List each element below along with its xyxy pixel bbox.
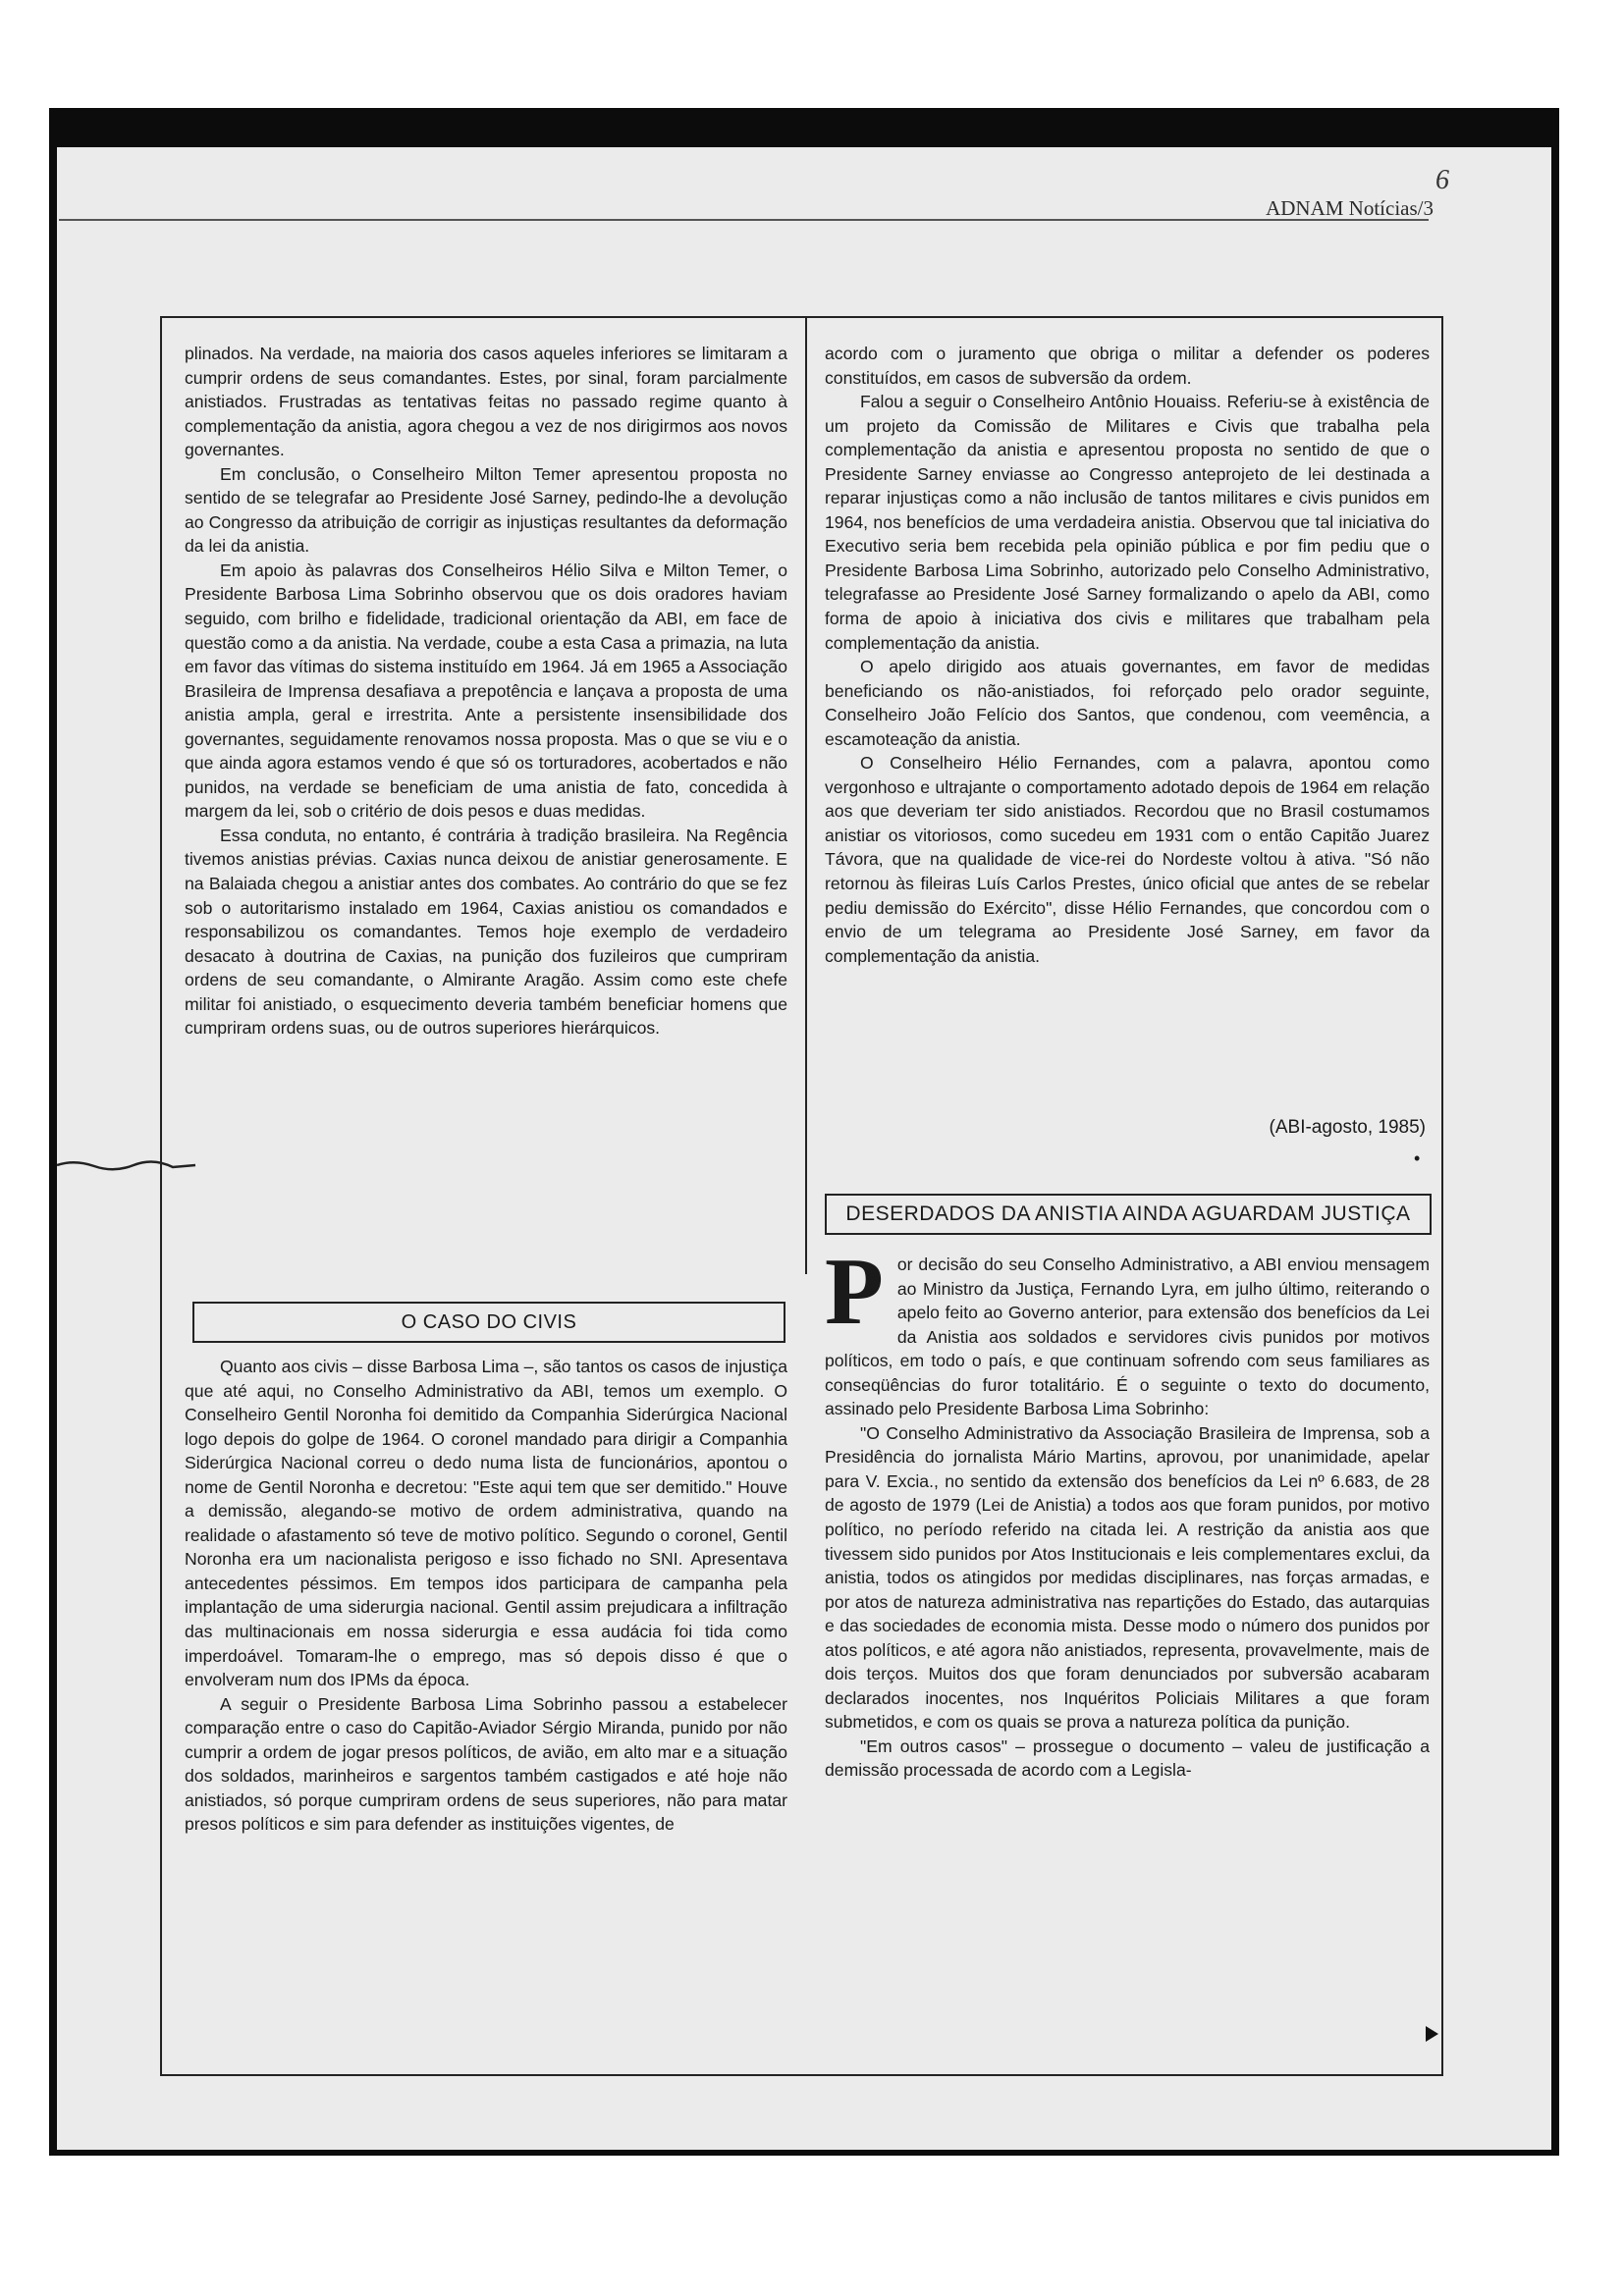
section-title-deserdados: DESERDADOS DA ANISTIA AINDA AGUARDAM JUSTIÇA <box>825 1194 1432 1235</box>
column-divider <box>805 316 807 1274</box>
right-column <box>825 342 1430 968</box>
continue-arrow-icon <box>1426 2026 1438 2042</box>
paragraph: acordo com o juramento que obriga o militar a defender os poderes constituídos, em casos de subversão da ordem. <box>825 344 1430 388</box>
paragraph: Essa conduta, no entanto, é contrária à tradição brasileira. Na Regência tivemos anistias prévias. Caxias nunca deixou de anistiar generosamente. E na Balaiada chegou a anistiar antes dos combates. Ao contrário do que se fez sob o autoritarismo instalado em 1964, Caxias anistiou os comandados e responsabilizou os comandantes. Temos hoje exemplo de verdadeiro desacato à doutrina de Caxias, na punição dos fuzileiros que cumpriram ordens de seu comandante, o Almirante Aragão. Assim como este chefe militar foi anistiado, o esquecimento deveria também beneficiar homens que cumpriram ordens suas, ou de outros superiores hierárquicos. <box>185 825 787 1039</box>
handwritten-page-mark: 6 <box>1435 165 1449 195</box>
paragraph: "Em outros casos" – prossegue o documento – valeu de justificação a demissão processada de acordo com a Legisla- <box>825 1735 1430 1781</box>
paragraph <box>825 1239 1430 1421</box>
deserdados-section-body <box>825 1239 1430 1783</box>
paragraph: Em apoio às palavras dos Conselheiros Hélio Silva e Milton Temer, o Presidente Barbosa Lima Sobrinho observou que os dois oradores haviam seguido, com brilho e fidelidade, tradicional orientação da ABI, em face de questão como a da anistia. Na verdade, coube a esta Casa a primazia, na luta em favor das vítimas do sistema instituído em 1964. Já em 1965 a Associação Brasileira de Imprensa desafiava a prepotência e lançava a proposta de uma anistia ampla, geral e irrestrita. Ante a persistente insensibilidade dos governantes, seguidamente renovamos nossa proposta. Mas o que se viu e o que ainda agora estamos vendo é que só os torturadores, acobertados e não punidos, na verdade se beneficiam de uma anistia de fato, concedida à margem da lei, sob o critério de dois pesos e duas medidas. <box>185 560 787 822</box>
article-citation: (ABI-agosto, 1985) <box>1269 1117 1426 1138</box>
paragraph: Quanto aos civis – disse Barbosa Lima –, são tantos os casos de injustiça que até aqui, no Conselho Administrativo da ABI, temos um exemplo. O Conselheiro Gentil Noronha foi demitido da Companhia Siderúrgica Nacional logo depois do golpe de 1964. O coronel mandado para dirigir a Companhia Siderúrgica Nacional correu o dedo numa lista de funcionários, apontou o nome de Gentil Noronha e decretou: "Este aqui tem que ser demitido." Houve a demissão, alegando-se motivo de ordem administrativa, quando na realidade o afastamento só teve de motivo político. Segundo o coronel, Gentil Noronha era um nacionalista perigoso e isso fichado no SNI. Apresentava antecedentes péssimos. Em tempos idos participara de campanha pela implantação de uma siderurgia nacional. Gentil assim prejudicara a infiltração das multinacionais em nossa siderurgia e essa audácia foi tida como imperdoável. Tomaram-lhe o emprego, mas só depois disso é que o envolveram num dos IPMs da época. <box>185 1357 787 1690</box>
drop-cap: P <box>825 1239 884 1345</box>
paragraph: O apelo dirigido aos atuais governantes, em favor de medidas beneficiando os não-anistiados, foi reforçado pelo orador seguinte, Conselheiro João Felício dos Santos, que condenou, com veemência, a escamoteação da anistia. <box>825 657 1430 749</box>
margin-scribble <box>55 1153 197 1177</box>
section-title-civis: O CASO DO CIVIS <box>192 1302 785 1343</box>
paragraph-text: or decisão do seu Conselho Administrativo, a ABI enviou mensagem ao Ministro da Justiça, Fernando Lyra, em julho último, reiterando o apelo feito ao Governo anterior, para extensão dos benefícios da Lei da Anistia aos soldados e servidores civis punidos por motivos políticos, em todo o país, e que continuam sofrendo com seus familiares as conseqüências do furor totalitário. É o seguinte o texto do documento, assinado pelo Presidente Barbosa Lima Sobrinho: <box>825 1255 1430 1419</box>
paragraph: plinados. Na verdade, na maioria dos casos aqueles inferiores se limitaram a cumprir ordens de seus comandantes. Estes, por sinal, foram parcialmente anistiados. Frustradas as tentativas feitas no passado regime quanto à complementação da anistia, agora chegou a vez de nos dirigirmos aos novos governantes. <box>185 344 787 460</box>
paragraph: Em conclusão, o Conselheiro Milton Temer apresentou proposta no sentido de se telegrafar ao Presidente José Sarney, pedindo-lhe a devolução ao Congresso da atribuição de corrigir as injustiças resultantes da deformação da lei da anistia. <box>185 463 787 557</box>
paragraph: "O Conselho Administrativo da Associação Brasileira de Imprensa, sob a Presidência do jornalista Mário Martins, aprovou, por unanimidade, apelar para V. Excia., no sentido da extensão dos benefícios da Lei nº 6.683, de 28 de agosto de 1979 (Lei de Anistia) a todos aos que foram punidos, por motivo político, no período referido na citada lei. A restrição da anistia aos que tivessem sido punidos por Atos Institucionais e leis complementares exclui, da anistia, todos os atingidos por medidas disciplinares, nas forças armadas, e por atos de natureza administrativa nas repartições do Estado, das autarquias e das sociedades de economia mista. Desse modo o número dos punidos por atos políticos, e até agora não anistiados, representa, provavelmente, mais de dois terços. Muitos dos que foram denunciados por subversão acabaram declarados inocentes, nos Inquéritos Policiais Militares a que foram submetidos, e com os quais se prova a natureza política da punição. <box>825 1422 1430 1733</box>
running-head: ADNAM Notícias/3 <box>1266 196 1434 220</box>
paragraph: A seguir o Presidente Barbosa Lima Sobrinho passou a estabelecer comparação entre o caso do Capitão-Aviador Sérgio Miranda, punido por não cumprir a ordem de jogar presos políticos, de avião, em alto mar e a situação dos soldados, marinheiros e sargentos também castigados e até hoje não anistiados, só porque cumpriram ordens de seus superiores, não para matar presos políticos e sim para defender as instituições vigentes, de <box>185 1693 787 1835</box>
left-column <box>185 342 787 1041</box>
end-bullet: • <box>1414 1148 1421 1168</box>
paragraph: O Conselheiro Hélio Fernandes, com a palavra, apontou como vergonhoso e ultrajante o comportamento adotado depois de 1964 em relação aos que deveriam ter sido anistiados. Recordou que no Brasil costumamos anistiar os vitoriosos, como sucedeu em 1931 com o então Capitão Juarez Távora, que na qualidade de vice-rei do Nordeste voltou à ativa. "Só não retornou às fileiras Luís Carlos Prestes, único oficial que antes de se rebelar pediu demissão do Exército", disse Hélio Fernandes, que concordou com o envio de um telegrama ao Presidente José Sarney, em favor da complementação da anistia. <box>825 753 1430 966</box>
civis-section-body <box>185 1355 787 1837</box>
paragraph: Falou a seguir o Conselheiro Antônio Houaiss. Referiu-se à existência de um projeto da Comissão de Militares e Civis que trabalha pela complementação da anistia e apresentou proposta no sentido de que o Presidente Sarney enviasse ao Congresso anteprojeto de lei destinada a reparar injustiças como a não inclusão de tantos militares e civis punidos em 1964, nos benefícios de uma verdadeira anistia. Observou que tal iniciativa do Executivo seria bem recebida pela opinião pública e por fim pediu que o Presidente Barbosa Lima Sobrinho, autorizado pelo Conselho Administrativo, telegrafasse ao Presidente José Sarney formalizando o apelo da ABI, como forma de apoio à iniciativa dos civis e militares que trabalham pela complementação da anistia. <box>825 392 1430 653</box>
